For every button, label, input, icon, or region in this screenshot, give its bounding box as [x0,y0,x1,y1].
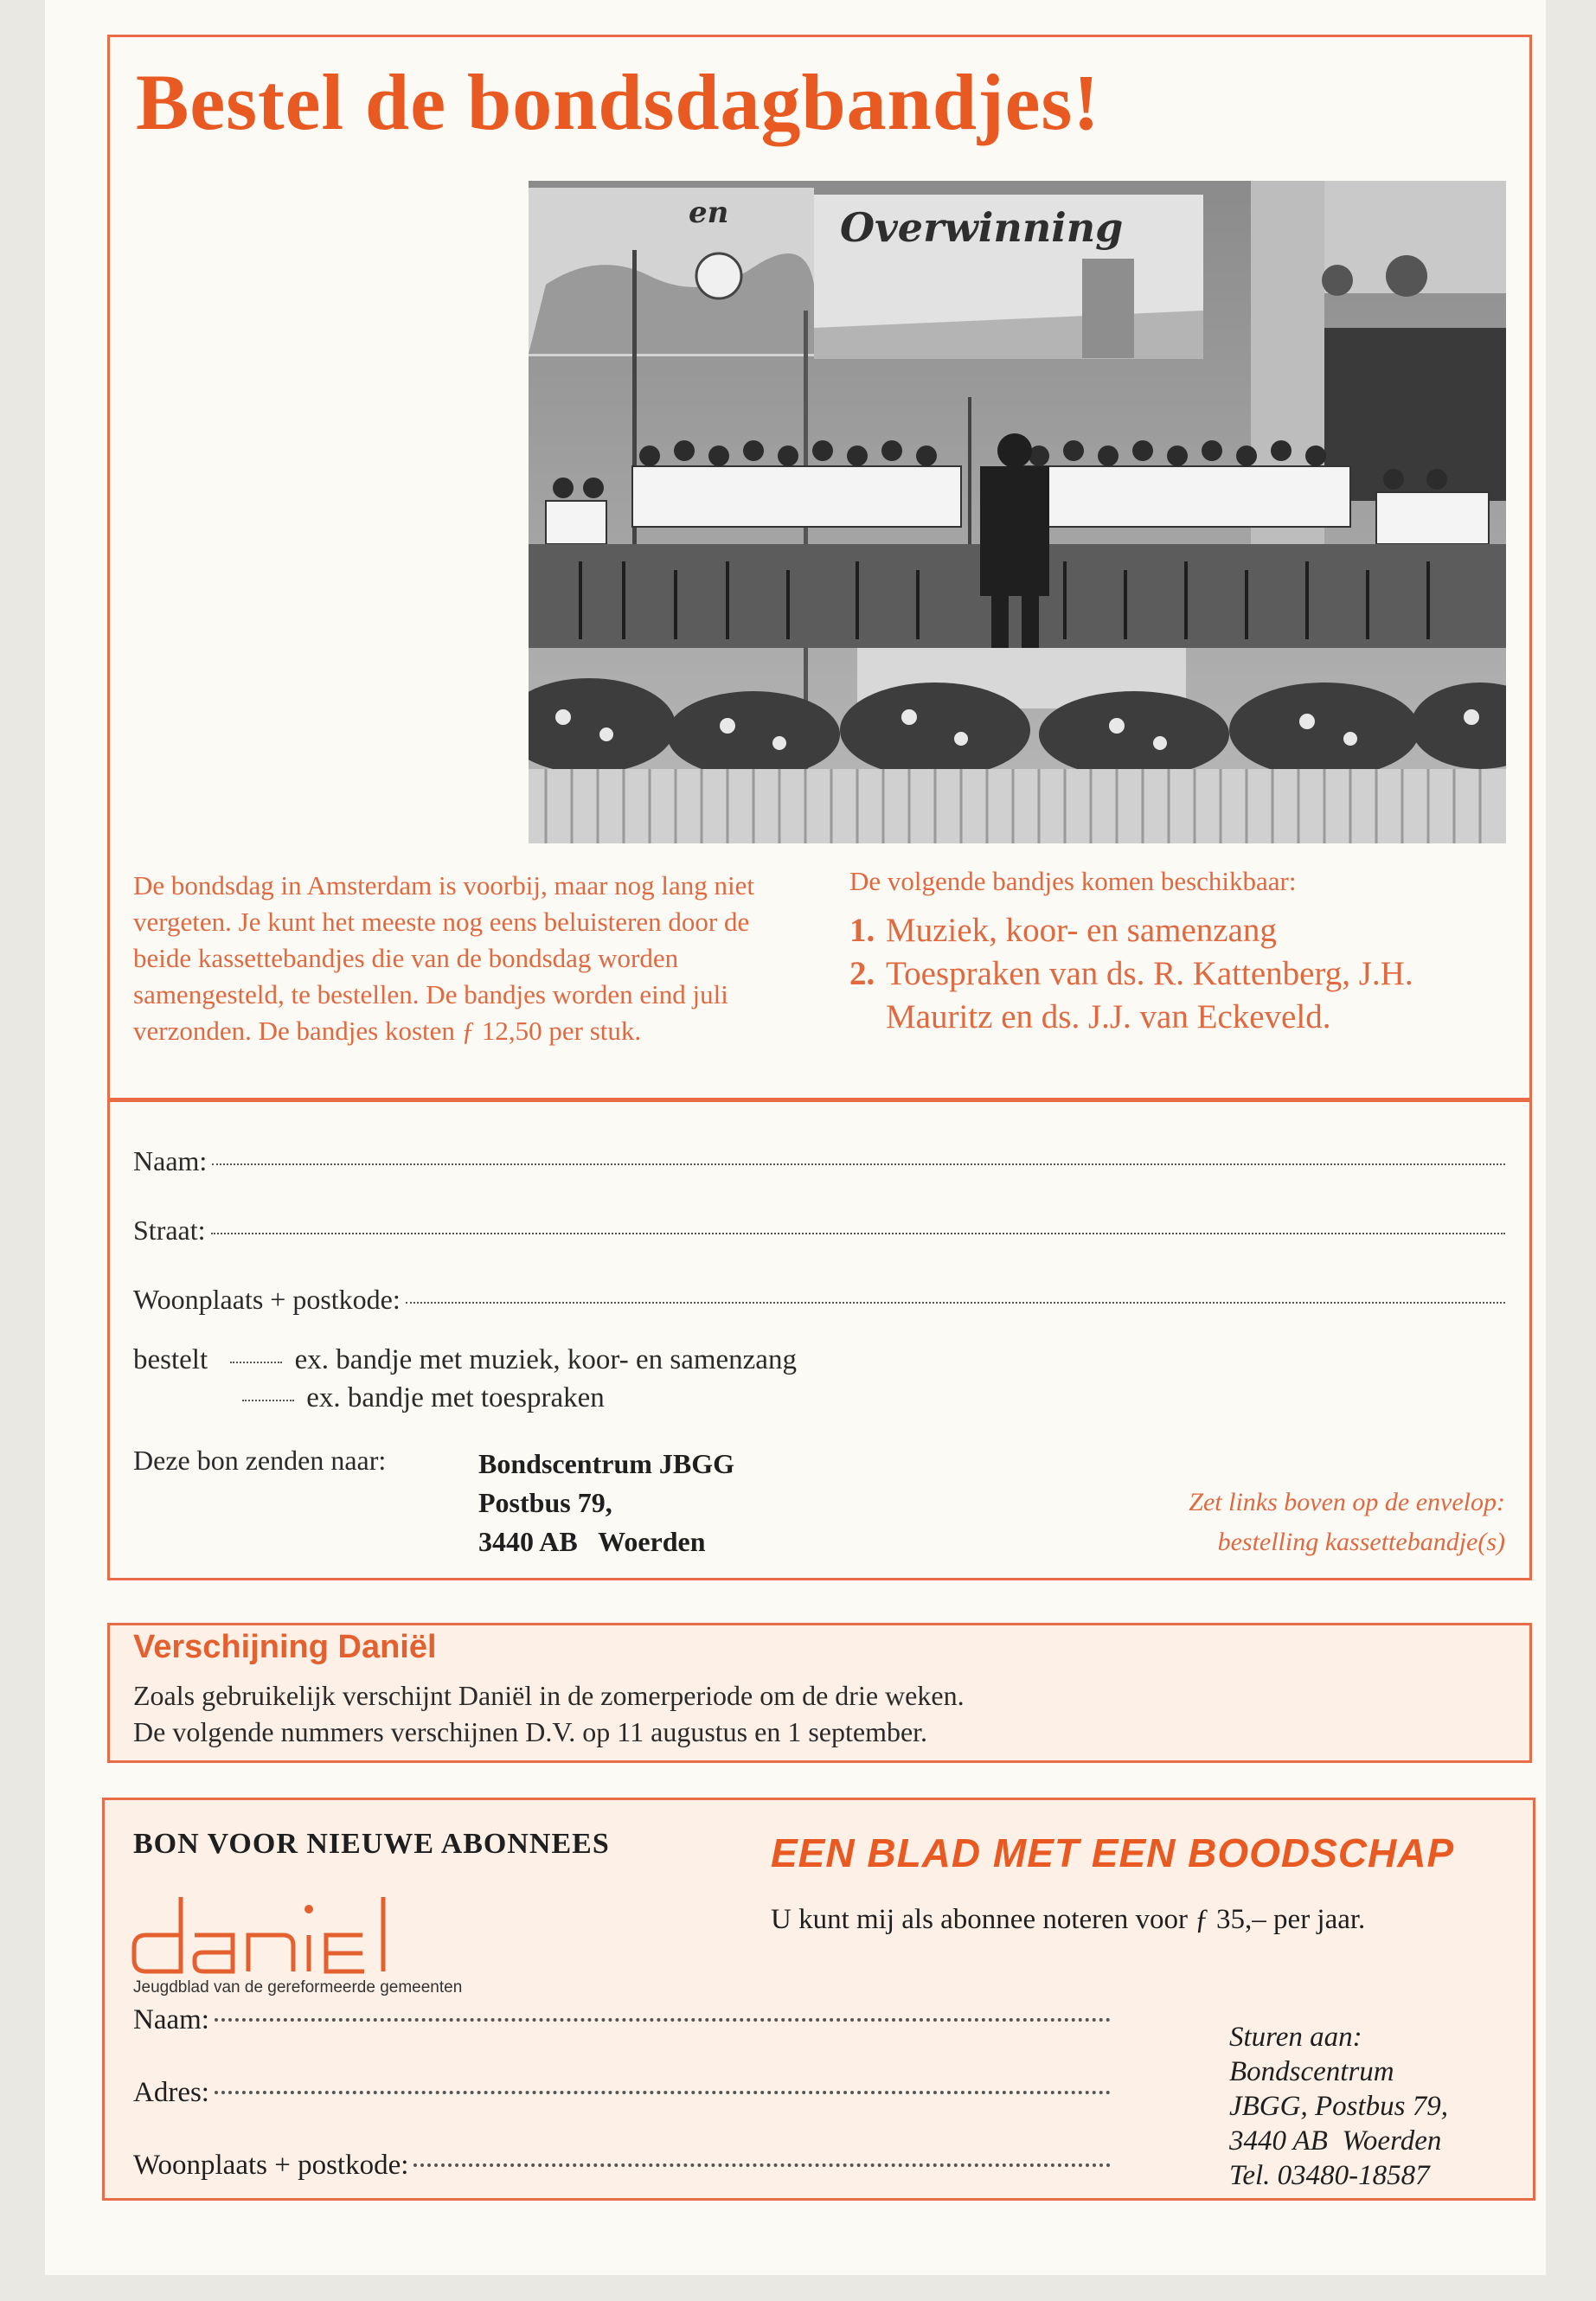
send-to-line: Bondscentrum [1229,2056,1394,2087]
street-input-line[interactable] [211,1233,1505,1234]
order-speeches-line [237,1382,605,1414]
send-to-line: Sturen aan: [1229,2022,1362,2053]
daniel-logo [131,1885,399,1984]
speeches-quantity-input[interactable] [242,1400,294,1401]
send-to-line: 3440 AB Woerden [1229,2125,1442,2157]
city-input-line[interactable] [406,1302,1505,1304]
name-field[interactable] [133,1145,1505,1177]
list-item [849,952,1507,1039]
subscriber-city-field[interactable] [133,2150,1111,2182]
daniel-notice-line: Zoals gebruikelijk verschijnt Daniël in de zomerperiode om de drie weken. [133,1680,965,1711]
music-quantity-input[interactable] [230,1362,282,1363]
list-item-text: Muziek, koor- en samenzang [886,912,1277,949]
daniel-logo-icon [131,1885,399,1980]
subscription-heading: BON VOOR NIEUWE ABONNEES [133,1828,610,1860]
envelope-note [1189,1483,1505,1562]
tape-order-announcement [107,35,1532,1100]
send-address-line: Postbus 79, [478,1487,612,1518]
availability-heading: De volgende bandjes komen beschikbaar: [849,866,1297,896]
send-to-line: JBGG, Postbus 79, [1229,2091,1448,2122]
subscription-offer: U kunt mij als abonnee noteren voor ƒ 35,– per jaar. [771,1904,1366,1935]
choir-photo-image [529,181,1506,843]
name-input-line[interactable] [212,1163,1505,1165]
order-music-text: ex. bandje met muziek, koor- en samenzang [294,1344,797,1375]
name-label: Naam: [133,1145,208,1176]
daniel-notice [107,1623,1532,1763]
subscriber-address-field[interactable] [133,2077,1111,2109]
envelope-note-line: bestelling kassettebandje(s) [1217,1528,1505,1556]
list-item-number: 2. [849,955,875,992]
availability-list [849,909,1507,1039]
order-speeches-text: ex. bandje met toespraken [306,1382,605,1413]
daniel-notice-title: Verschijning Daniël [133,1629,437,1665]
send-address-line: 3440 AB Woerden [478,1526,706,1557]
street-label: Straat: [133,1215,206,1246]
send-address [478,1445,734,1561]
city-label: Woonplaats + postkode: [133,1284,401,1315]
subscription-coupon [102,1798,1535,2201]
order-form [107,1099,1532,1580]
subscriber-name-input-line[interactable] [215,2018,1111,2022]
daniel-notice-line: De volgende nummers verschijnen D.V. op 11 augustus en 1 september. [133,1716,928,1747]
subscriber-city-input-line[interactable] [413,2163,1111,2167]
send-label: Deze bon zenden naar: [133,1445,387,1476]
banner-left-text: en [689,195,729,230]
list-item-number: 1. [849,912,875,949]
subscriber-city-label: Woonplaats + postkode: [133,2150,409,2181]
logo-subtitle: Jeugdblad van de gereformeerde gemeenten [133,1978,463,1997]
subscriber-name-field[interactable] [133,2004,1111,2036]
street-field[interactable] [133,1215,1505,1247]
banner-text: Overwinning [840,204,1124,251]
send-to-line: Tel. 03480-18587 [1229,2160,1430,2191]
send-to [1229,2020,1448,2193]
envelope-note-line: Zet links boven op de envelop: [1189,1488,1505,1516]
headline: Bestel de bondsdagbandjes! [136,58,1100,146]
send-address-line: Bondscentrum JBGG [478,1448,735,1479]
subscriber-address-label: Adres: [133,2077,209,2108]
city-field[interactable] [133,1284,1505,1316]
list-item [849,909,1507,952]
choir-photo [529,181,1506,843]
intro-text: De bondsdag in Amsterdam is voorbij, maar nog lang niet vergeten. Je kunt het meeste nog eens beluisteren door de beide kassettebandjes die van de bondsdag worden samengesteld, te bestellen. De bandjes worden eind juli verzonden. De bandjes kosten ƒ 12,50 per stuk. [133,870,755,1046]
orders-label: bestelt [133,1344,208,1375]
subscriber-address-input-line[interactable] [215,2091,1111,2094]
daniel-notice-text [133,1677,965,1750]
order-music-line [133,1344,797,1376]
slogan: EEN BLAD MET EEN BOODSCHAP [771,1830,1455,1875]
list-item-text: Toespraken van ds. R. Kattenberg, J.H. Mauritz en ds. J.J. van Eckeveld. [886,955,1413,1035]
subscriber-name-label: Naam: [133,2004,209,2035]
